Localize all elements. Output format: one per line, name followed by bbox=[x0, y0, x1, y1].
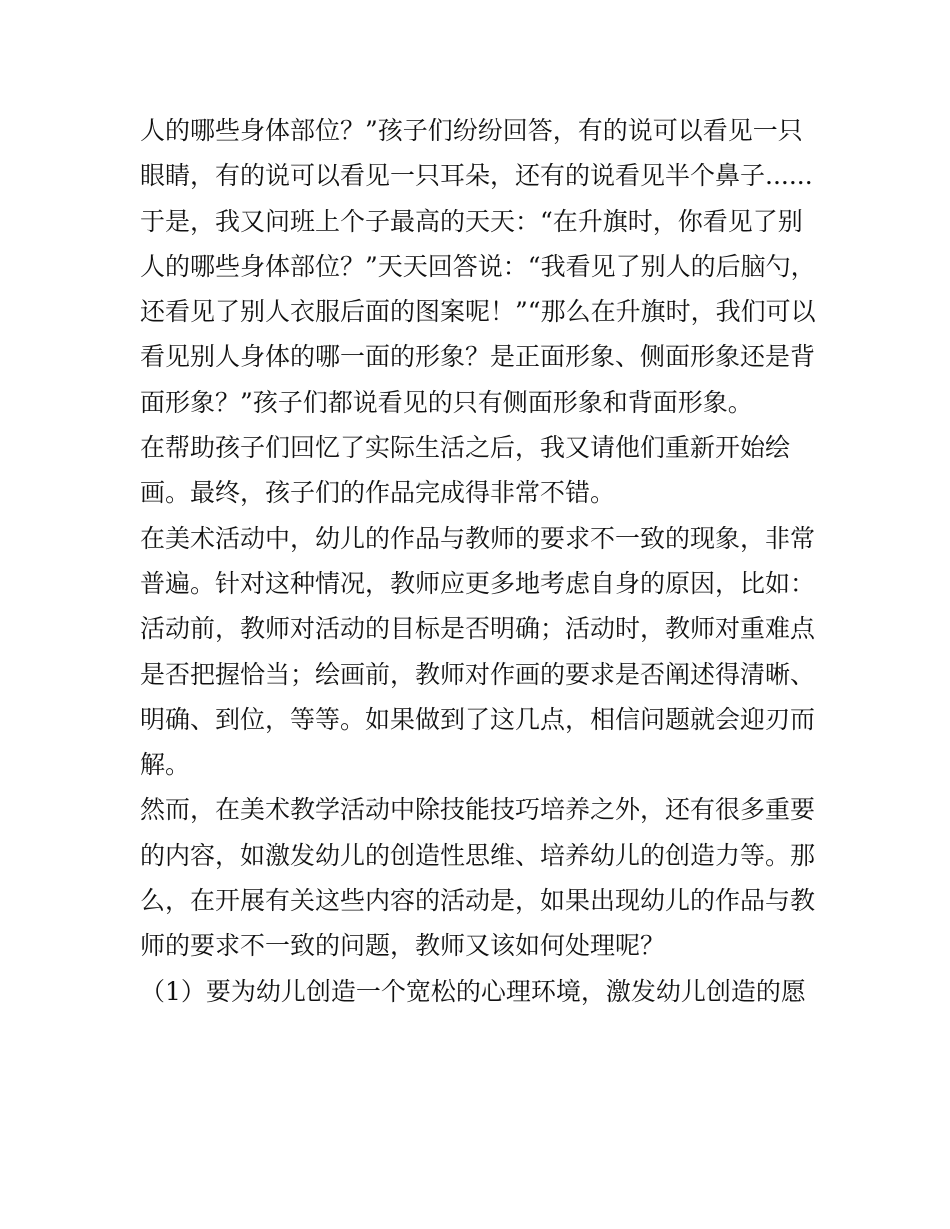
body-text bbox=[140, 108, 820, 1014]
text-line: 师的要求不一致的问题，教师又该如何处理呢？ bbox=[140, 931, 666, 961]
text-line: 人的哪些身体部位？”天天回答说：“我看见了别人的后脑勺， bbox=[140, 251, 816, 281]
text-line: 于是，我又问班上个子最高的天天：“在升旗时，你看见了别 bbox=[140, 206, 803, 236]
text-line: 解。 bbox=[140, 750, 191, 780]
text-line: 然而，在美术教学活动中除技能技巧培养之外，还有很多重要 bbox=[140, 795, 816, 825]
text-line: 面形象？”孩子们都说看见的只有侧面形象和背面形象。 bbox=[140, 387, 753, 417]
text-line: 人的哪些身体部位？”孩子们纷纷回答，有的说可以看见一只 bbox=[140, 116, 803, 145]
text-line: 么，在开展有关这些内容的活动是，如果出现幼儿的作品与教 bbox=[140, 886, 816, 916]
text-line: 的内容，如激发幼儿的创造性思维、培养幼儿的创造力等。那 bbox=[140, 840, 816, 870]
text-line: 明确、到位，等等。如果做到了这几点，相信问题就会迎刃而 bbox=[140, 704, 816, 734]
text-line: 眼睛，有的说可以看见一只耳朵，还有的说看见半个鼻子...... bbox=[140, 161, 813, 191]
text-line: 还看见了别人衣服后面的图案呢！”“那么在升旗时，我们可以 bbox=[140, 297, 816, 327]
text-line: （1）要为幼儿创造一个宽松的心理环境，激发幼儿创造的愿 bbox=[140, 976, 806, 1006]
text-line: 普遍。针对这种情况，教师应更多地考虑自身的原因，比如： bbox=[140, 568, 816, 598]
text-line: 看见别人身体的哪一面的形象？是正面形象、侧面形象还是背 bbox=[140, 342, 816, 372]
text-line: 活动前，教师对活动的目标是否明确；活动时，教师对重难点 bbox=[140, 614, 816, 644]
text-line: 在帮助孩子们回忆了实际生活之后，我又请他们重新开始绘 bbox=[140, 433, 791, 463]
text-line: 在美术活动中，幼儿的作品与教师的要求不一致的现象，非常 bbox=[140, 523, 816, 553]
text-line: 是否把握恰当；绘画前，教师对作画的要求是否阐述得清晰、 bbox=[140, 659, 816, 689]
text-line: 画。最终，孩子们的作品完成得非常不错。 bbox=[140, 478, 616, 508]
